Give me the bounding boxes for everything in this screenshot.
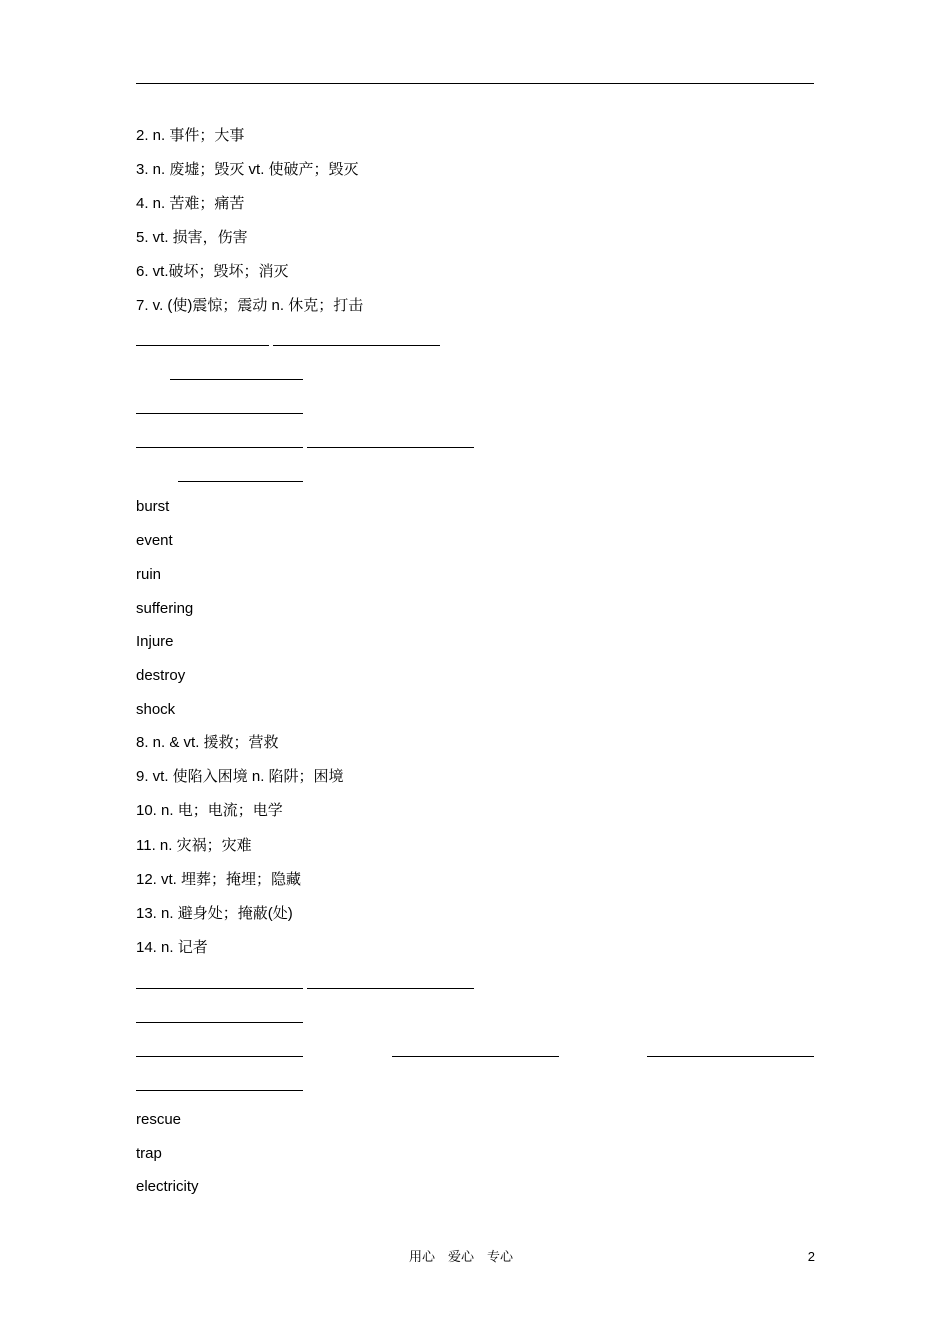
answer-word: ruin (136, 566, 162, 583)
definition-13: 13. n. 避身处；掩蔽(处) (136, 905, 293, 922)
answer-blank (307, 447, 474, 448)
header-rule (136, 83, 814, 84)
answer-word: trap (136, 1145, 162, 1162)
answer-blank (136, 447, 303, 448)
answer-blank (392, 1056, 559, 1057)
answer-blank (307, 988, 474, 989)
answer-blank (647, 1056, 814, 1057)
definition-14: 14. n. 记者 (136, 939, 208, 956)
answer-word: Injure (136, 633, 174, 650)
definition-9: 9. vt. 使陷入困境 n. 陷阱；困境 (136, 768, 344, 785)
definition-7: 7. v. (使)震惊；震动 n. 休克；打击 (136, 297, 364, 314)
answer-blank (136, 1022, 303, 1023)
answer-blank (273, 345, 440, 346)
answer-word: destroy (136, 667, 186, 684)
definition-10: 10. n. 电；电流；电学 (136, 802, 283, 819)
definition-6: 6. vt.破坏；毁坏；消灭 (136, 263, 289, 280)
definition-2: 2. n. 事件；大事 (136, 127, 245, 144)
answer-word: event (136, 532, 173, 549)
definition-5: 5. vt. 损害，伤害 (136, 229, 248, 246)
answer-word: burst (136, 498, 170, 515)
answer-word: suffering (136, 600, 194, 617)
answer-blank (178, 481, 303, 482)
answer-word: shock (136, 701, 176, 718)
answer-blank (136, 413, 303, 414)
definition-12: 12. vt. 埋葬；掩埋；隐藏 (136, 871, 302, 888)
definition-11: 11. n. 灾祸；灾难 (136, 837, 252, 854)
answer-blank (136, 345, 269, 346)
page-number: 2 (807, 1249, 815, 1264)
footer-motto: 用心 爱心 专心 (408, 1249, 513, 1264)
answer-word: electricity (136, 1178, 199, 1195)
answer-blank (170, 379, 303, 380)
answer-blank (136, 1090, 303, 1091)
definition-4: 4. n. 苦难；痛苦 (136, 195, 245, 212)
answer-blank (136, 1056, 303, 1057)
answer-word: rescue (136, 1111, 182, 1128)
definition-3: 3. n. 废墟；毁灭 vt. 使破产；毁灭 (136, 161, 359, 178)
definition-8: 8. n. & vt. 援救；营救 (136, 734, 279, 751)
answer-blank (136, 988, 303, 989)
